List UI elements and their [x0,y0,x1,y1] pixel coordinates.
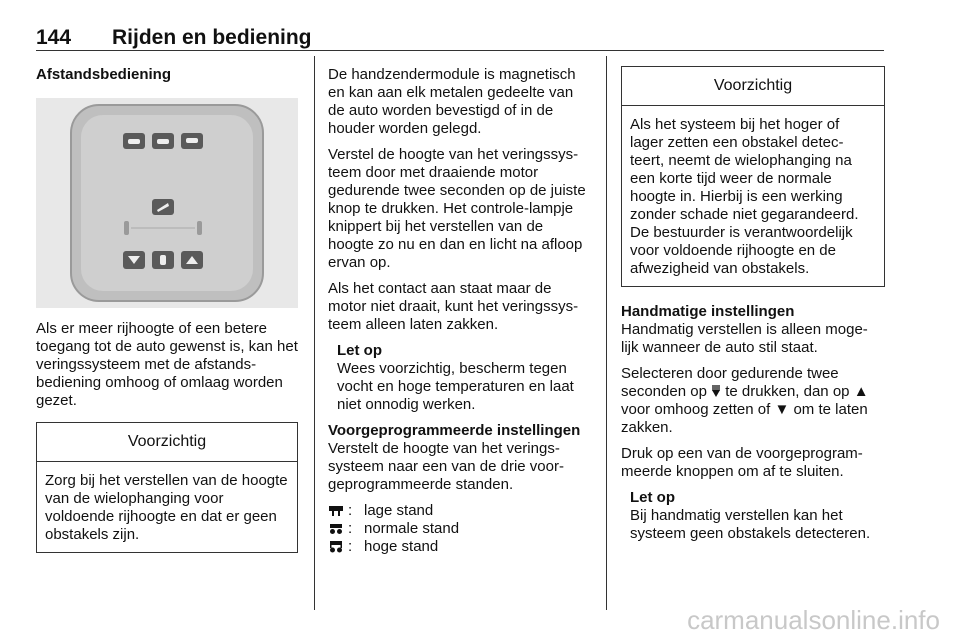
adjust-paragraph: Verstel de hoogte van het veringssys-teem door met draaiende motor gedurende twee seconden op de juiste knop te drukken. Het controle-lampje knippert bij het verstellen van de hoogte zo nu en dan en licht na afloop ervan op. [328,146,586,271]
header-rule [36,50,884,51]
note-block-2 [621,489,885,543]
warning-text: Zorg bij het verstellen van de hoogte van de wielophanging voor voldoende rijhoogte en dat er geen obstakels zijn. [45,472,288,543]
magnetic-paragraph: De handzendermodule is magnetisch en kan aan elk metalen gedeelte van de auto worden bevestigd of in de houder worden gelegd. [328,66,576,137]
note-title: Let op [337,342,382,359]
remote-control-icon [67,103,267,303]
page-number: 144 [36,26,72,49]
up-arrow-icon: ▲ [853,383,869,400]
ignition-paragraph: Als het contact aan staat maar de motor niet draait, kunt het veringssys-teem alleen laten zakken. [328,280,579,333]
warning-title: Voorzichtig [622,67,884,106]
low-stance-icon [328,502,348,520]
note-title: Let op [630,489,675,506]
intro-paragraph: Als er meer rijhoogte of een betere toegang tot de auto gewenst is, kan het veringssysteem met de afstands-bediening omhoog of omlaag worden gezet. [36,320,298,409]
chapter-title: Rijden en bediening [112,26,312,49]
watermark: carmanualsonline.info [687,605,940,635]
legend-item: : hoge stand [328,538,592,556]
preset-title: Voorgeprogrammeerde instellingen [328,422,581,439]
legend-label: hoge stand [364,538,439,555]
note-text: Wees voorzichtig, bescherm tegen vocht en hoge temperaturen en laat niet onnodig werken. [337,360,574,413]
warning-title: Voorzichtig [37,423,297,462]
manual-title: Handmatige instellingen [621,303,795,320]
column-divider-1 [314,56,315,610]
remote-control-illustration [36,98,298,308]
legend-label: lage stand [364,502,434,519]
note-text: Bij handmatig verstellen kan het systeem geen obstakels detecteren. [630,507,871,542]
page-header [36,26,312,50]
high-stance-icon [328,538,348,556]
warning-text: Als het systeem bij het hoger of lager zetten een obstakel detec-teert, neemt de wielophanging na een korte tijd weer de normale hoogte in. Hierbij is een werking zonder schade niet gegarandeerd. De bestuurder is verantwoordelijk voor voldoende rijhoogte en de afwezigheid van obstakels. [630,116,859,277]
column-divider-2 [606,56,607,610]
legend-item: : normale stand [328,520,592,538]
warning-box-2 [621,66,885,287]
column-1 [36,66,298,553]
column-3 [621,66,885,543]
note-block-1 [328,342,592,414]
manual-mode-icon [711,385,721,397]
legend-label: normale stand [364,520,460,537]
select-paragraph: Selecteren door gedurende twee seconden op te drukken, dan op ▲ voor omhoog zetten of ▼ om te laten zakken. [621,365,869,436]
preset-paragraph: Verstelt de hoogte van het verings-systeem naar een van de drie voor-geprogrammeerde standen. [328,440,564,493]
normal-stance-icon [328,520,348,538]
down-arrow-icon: ▼ [774,401,790,418]
column-2 [328,66,592,556]
warning-box-1 [36,422,298,553]
exit-paragraph: Druk op een van de voorgeprogram-meerde knoppen om af te sluiten. [621,445,863,480]
legend-item: : lage stand [328,502,592,520]
section-title: Afstandsbediening [36,66,172,83]
preset-legend [328,502,592,556]
manual-paragraph: Handmatig verstellen is alleen moge-lijk wanneer de auto stil staat. [621,321,868,356]
